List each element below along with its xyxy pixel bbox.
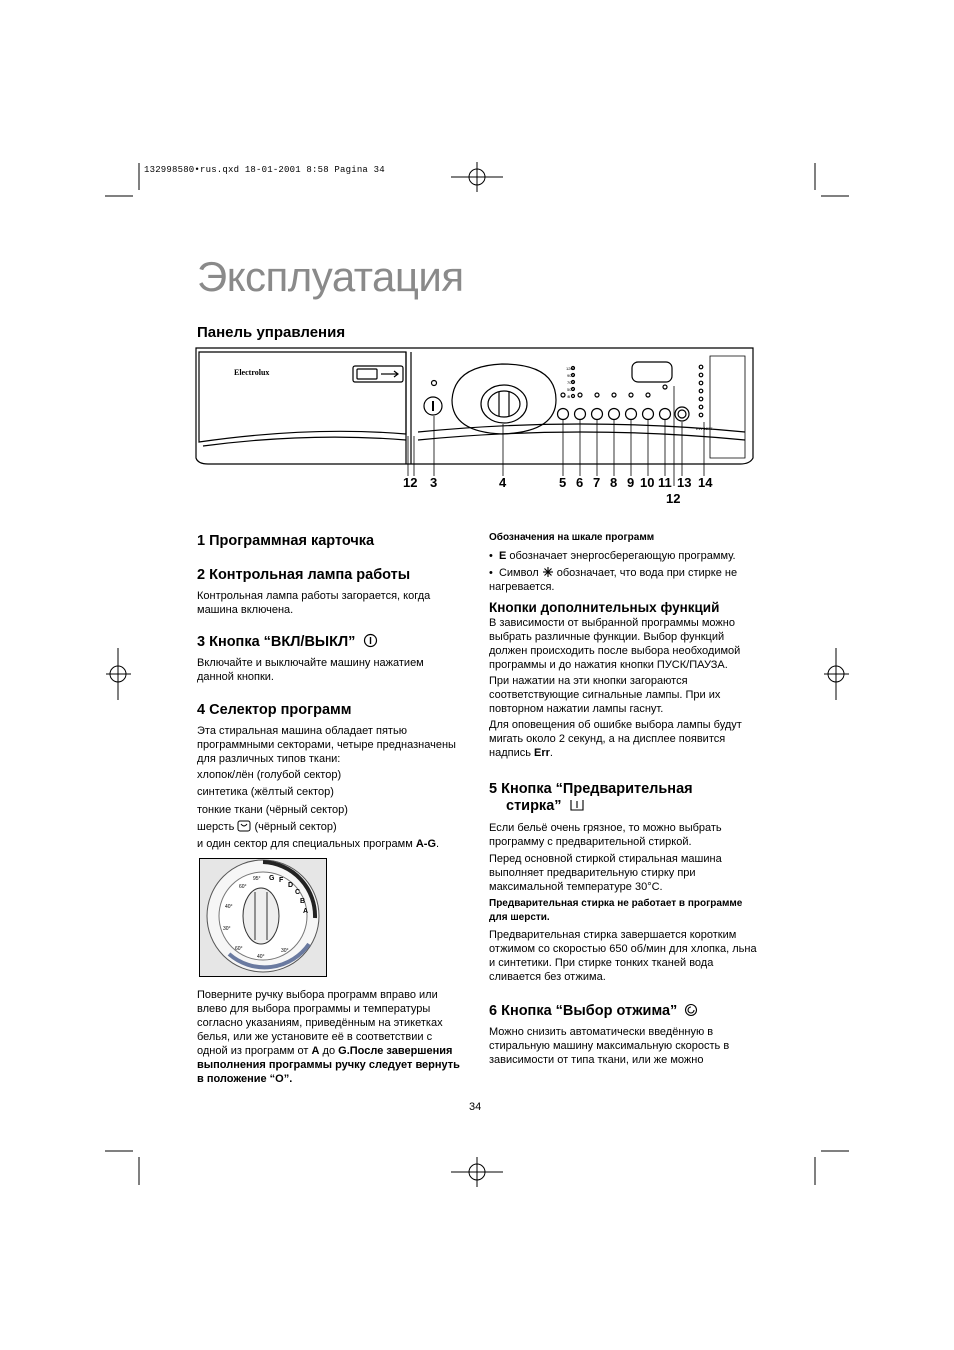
fabric-synthetic: синтетика (жёлтый сектор)	[197, 786, 334, 798]
dial-temp-40b: 40°	[257, 954, 265, 960]
fabric-wool	[197, 820, 337, 834]
section-5-title-text: стирка”	[506, 798, 562, 814]
section-5-p2: Перед основной стиркой стиральная машина выполняет предварительную стирку при максимальной температуре 30°С.	[489, 853, 722, 893]
section-2-text: Контрольная лампа работы загорается, когда машина включена.	[197, 590, 431, 616]
wool-icon	[237, 820, 251, 832]
section-5-p1: Если бельё очень грязное, то можно выбрать программу с предварительной стиркой.	[489, 822, 722, 848]
legend-e-symbol: E	[498, 550, 507, 562]
callout-3: 3	[430, 475, 438, 490]
section-5-title-line2	[506, 798, 585, 814]
callout-8: 8	[610, 475, 618, 490]
section-6-title-text: 6 Кнопка “Выбор отжима”	[489, 1003, 678, 1019]
section-5-p3: Предварительная стирка завершается коротким отжимом со скоростью 650 об/мин для хлопка, льна и синтетики. При стирке тонких тканей вода сливается без отжима.	[489, 929, 757, 983]
control-panel-illustration	[190, 346, 760, 506]
bullet-icon: •	[489, 550, 499, 562]
prewash-icon	[569, 798, 585, 812]
panel-model-label: EW 1277	[696, 426, 713, 431]
extra-functions-p2: При нажатии на эти кнопки загораются соответствующие сигнальные лампы. При их повторном нажатии лампы гаснут.	[489, 675, 721, 715]
panel-speed-900: 900	[567, 373, 574, 378]
section-4-instructions-text: Поверните ручку выбора программ вправо или влево для выбора программы и температуры согласно указаниям, приведённым на этикетках белья, или же установите её в соответствии с одной из программ от	[197, 989, 443, 1057]
panel-speed-off: ⊗	[567, 394, 571, 399]
page-number: 34	[469, 1101, 482, 1113]
error-code: Err	[534, 747, 550, 759]
panel-speed-1200: 1200	[566, 366, 575, 371]
panel-speed-700: 700	[567, 380, 574, 385]
extra-functions-p3-text: Для оповещения об ошибке выбора лампы будут мигать около 2 секунд, а на дисплее появится надпись	[489, 719, 742, 759]
extra-functions-p3: Для оповещения об ошибке выбора лампы будут мигать около 2 секунд, а на дисплее появится надпись Err.	[489, 719, 742, 759]
section-3-title	[197, 633, 378, 650]
dial-temp-30b: 30°	[281, 948, 289, 954]
spin-icon	[684, 1003, 698, 1017]
callout-7: 7	[593, 475, 601, 490]
dial-temp-60b: 60°	[235, 946, 243, 952]
panel-brand-text: Electrolux	[234, 368, 270, 377]
section-4-intro: Эта стиральная машина обладает пятью программными секторами, четыре предназначены для различных типов ткани:	[197, 725, 456, 765]
program-dial-image	[199, 858, 327, 977]
section-subtitle: Панель управления	[197, 324, 346, 341]
fabric-special-label: и один сектор для специальных программ	[197, 838, 413, 850]
legend-item-e	[489, 549, 754, 563]
dial-letter-d: D	[288, 882, 294, 889]
callout-14: 14	[698, 475, 713, 490]
file-info: 132998580•rus.qxd 18-01-2001 8:58 Pagina 34	[144, 165, 385, 175]
power-icon	[363, 633, 378, 648]
section-4-instructions	[197, 988, 461, 1086]
dial-letter-g: G	[269, 875, 275, 882]
callout-11: 11	[658, 475, 672, 490]
legend-e-text: обозначает энергосберегающую программу.	[509, 550, 736, 562]
section-5-title-line1: 5 Кнопка “Предварительная	[489, 781, 693, 797]
panel-speed-500: 500	[567, 387, 574, 392]
program-range-word: до	[322, 1045, 336, 1057]
section-4-title: 4 Селектор программ	[197, 702, 352, 718]
dial-letter-a: A	[303, 908, 309, 915]
callout-5: 5	[559, 475, 567, 490]
program-a: A	[311, 1045, 320, 1057]
bullet-icon: •	[489, 567, 499, 579]
callout-9: 9	[627, 475, 635, 490]
callout-10: 10	[640, 475, 655, 490]
page-title: Эксплуатация	[197, 253, 464, 300]
dial-letter-b: B	[300, 898, 306, 905]
fabric-delicate: тонкие ткани (чёрный сектор)	[197, 804, 348, 816]
extra-functions-p1: В зависимости от выбранной программы можно выбрать различные функции. Выбор функций должен происходить после выбора необходимой программы и до нажатия кнопки ПУСК/ПАУЗА.	[489, 617, 741, 671]
section-2-title: 2 Контрольная лампа работы	[197, 567, 411, 583]
cold-water-icon	[542, 566, 554, 578]
fabric-cotton: хлопок/лён (голубой сектор)	[197, 769, 342, 781]
legend-sym-text: обозначает, что вода при стирке не нагревается.	[489, 567, 738, 593]
legend-title: Обозначения на шкале программ	[489, 532, 655, 543]
fabric-special: и один сектор для специальных программ A-G.	[197, 838, 440, 850]
section-6-p1: Можно снизить автоматически введённую в стиральную машину максимальную скорость в зависимости от типа ткани, или же можно	[489, 1026, 730, 1066]
callout-12a: 12	[403, 475, 418, 490]
fabric-wool-label: шерсть	[197, 821, 235, 833]
dial-temp-60a: 60°	[239, 884, 247, 890]
callout-13: 13	[677, 475, 692, 490]
dial-temp-30a: 30°	[223, 926, 231, 932]
callout-12b: 12	[666, 491, 681, 506]
fabric-wool-sector: (чёрный сектор)	[254, 821, 337, 833]
section-1-title: 1 Программная карточка	[197, 533, 375, 549]
callout-4: 4	[499, 475, 507, 490]
section-6-title	[489, 1003, 698, 1019]
program-g: G	[338, 1045, 347, 1057]
section-3-title-text: 3 Кнопка “ВКЛ/ВЫКЛ”	[197, 634, 356, 650]
dial-temp-40a: 40°	[225, 904, 233, 910]
fabric-special-range: A-G	[415, 838, 437, 850]
section-4-warning: .После завершения выполнения программы ручку следует вернуть в положение “O”.	[197, 1045, 460, 1085]
dial-letter-f: F	[279, 877, 284, 884]
dial-letter-c: C	[295, 889, 301, 896]
extra-functions-title: Кнопки дополнительных функций	[489, 600, 720, 615]
legend-sym-label: Символ	[498, 567, 539, 579]
callout-6: 6	[576, 475, 584, 490]
legend-item-cold	[489, 566, 754, 594]
dial-temp-95: 95°	[253, 876, 261, 882]
section-5-warning: Предварительная стирка не работает в программе для шерсти.	[489, 898, 743, 923]
section-3-text: Включайте и выключайте машину нажатием данной кнопки.	[197, 657, 424, 683]
